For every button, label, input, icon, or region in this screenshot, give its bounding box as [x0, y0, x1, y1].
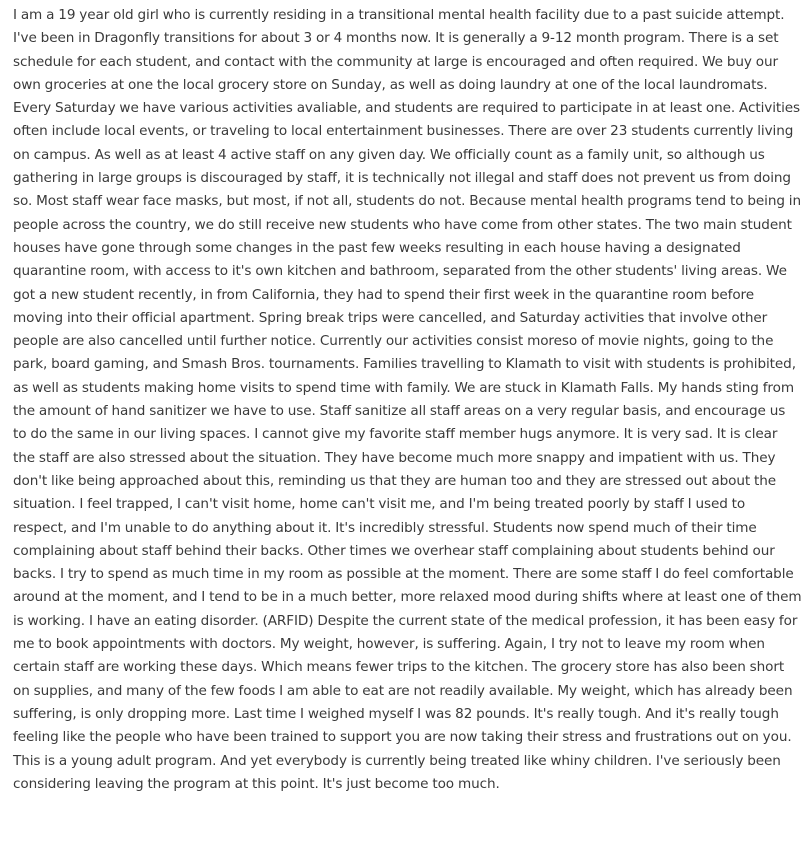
- body-paragraph: I am a 19 year old girl who is currently residing in a transitional mental health facility due to a past suicide attempt. I've been in Dragonfly transitions for about 3 or 4 months now. It is generally a 9-12 month program. There is a set schedule for each student, and contact with the community at large is encouraged and often required. We buy our own groceries at one the local grocery store on Sunday, as well as doing laundry at one of the local laundromats. Every Saturday we have various activities avaliable, and students are required to participate in at least one. Activities often include local events, or traveling to local entertainment businesses. There are over 23 students currently living on campus. As well as at least 4 active staff on any given day. We officially count as a family unit, so although us gathering in large groups is discouraged by staff, it is technically not illegal and staff does not prevent us from doing so. Most staff wear face masks, but most, if not all, students do not. Because mental health programs tend to being in people across the country, we do still receive new students who have come from other states. The two main student houses have gone through some changes in the past few weeks resulting in each house having a designated quarantine room, with access to it's own kitchen and bathroom, separated from the other students' living areas. We got a new student recently, in from California, they had to spend their first week in the quarantine room before moving into their official apartment. Spring break trips were cancelled, and Saturday activities that involve other people are also cancelled until further notice. Currently our activities consist moreso of movie nights, going to the park, board gaming, and Smash Bros. tournaments. Families travelling to Klamath to visit with students is prohibited, as well as students making home visits to spend time with family. We are stuck in Klamath Falls. My hands sting from the amount of hand sanitizer we have to use. Staff sanitize all staff areas on a very regular basis, and encourage us to do the same in our living spaces. I cannot give my favorite staff member hugs anymore. It is very sad. It is clear the staff are also stressed about the situation. They have become much more snappy and impatient with us. They don't like being approached about this, reminding us that they are human too and they are stressed out about the situation. I feel trapped, I can't visit home, home can't visit me, and I'm being treated poorly by staff I used to respect, and I'm unable to do anything about it. It's incredibly stressful. Students now spend much of their time complaining about staff behind their backs. Other times we overhear staff complaining about students behind our backs. I try to spend as much time in my room as possible at the moment. There are some staff I do feel comfortable around at the moment, and I tend to be in a much better, more relaxed mood during shifts where at least one of them is working. I have an eating disorder. (ARFID) Despite the current state of the medical profession, it has been easy for me to book appointments with doctors. My weight, however, is suffering. Again, I try not to leave my room when certain staff are working these days. Which means fewer trips to the kitchen. The grocery store has also been short on supplies, and many of the few foods I am able to eat are not readily available. My weight, which has already been suffering, is only dropping more. Last time I weighed myself I was 82 pounds. It's really tough. And it's really tough feeling like the people who have been trained to support you are now taking their stress and frustrations out on you. This is a young adult program. And yet everybody is currently being treated like whiny children. I've seriously been considering leaving the program at this point. It's just become too much.: [13, 7, 802, 792]
